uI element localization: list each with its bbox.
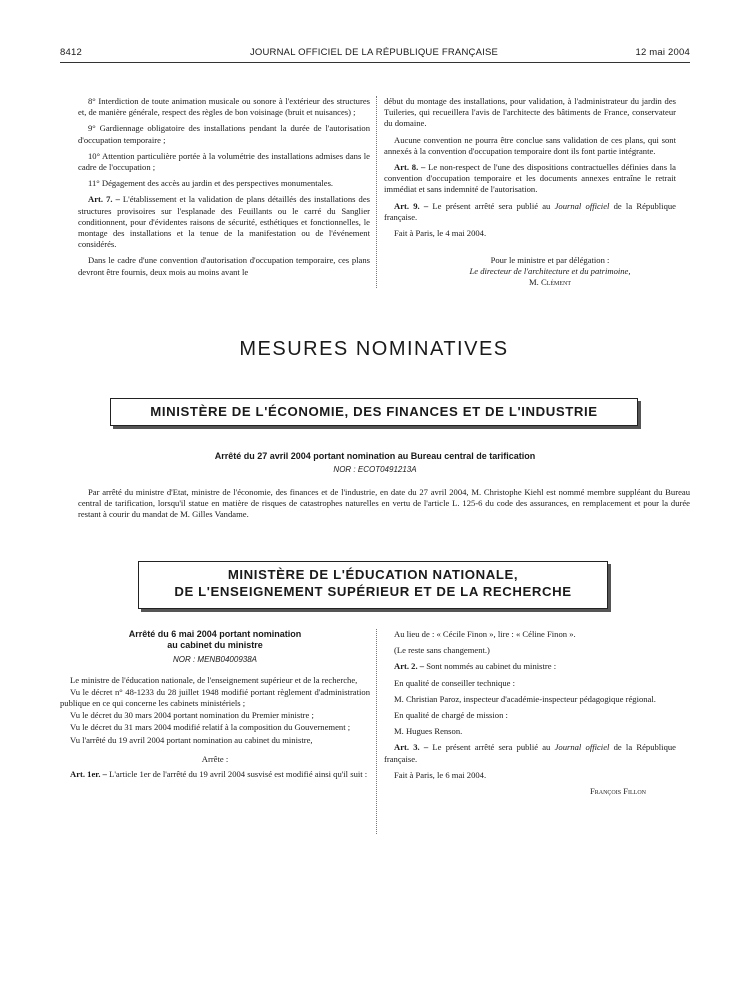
paragraph: 11° Dégagement des accès au jardin et des perspectives monumentales. (88, 178, 334, 189)
paragraph: 10° Attention particulière portée à la volumétrie des installations admises dans le cadre de l'occupation ; (78, 150, 370, 173)
article-text: L'article 1er de l'arrêté du 19 avril 2004 susvisé est modifié ainsi qu'il suit : (109, 769, 368, 780)
article-label: Art. 3. – (394, 742, 429, 753)
paragraph: Au lieu de : « Cécile Finon », lire : « Céline Finon ». (394, 629, 576, 639)
arrete-label: Arrête : (201, 753, 229, 764)
journal-reference: Journal officiel (554, 742, 610, 753)
page-number: 8412 (60, 47, 82, 58)
article-text: de la République française. (384, 742, 676, 764)
decree-title (60, 629, 370, 651)
signature-line: Pour le ministre et par délégation : (490, 255, 610, 265)
article-3 (384, 742, 676, 764)
decree-title: Arrêté du 27 avril 2004 portant nomination au Bureau central de tarification (214, 451, 536, 461)
bottom-right-column (384, 629, 676, 802)
article-2 (384, 661, 676, 672)
article-label: Art. 9. – (394, 200, 429, 211)
paragraph: Vu le décret n° 48-1233 du 28 juillet 1948 modifié portant règlement d'administration publique en ce qui concerne les cabinets ministériels ; (60, 686, 370, 709)
signature-block (384, 255, 676, 289)
article-label: Art. 8. – (394, 162, 426, 173)
signatory: François Fillon (589, 786, 646, 797)
decree-title-line: Arrêté du 6 mai 2004 portant nomination (128, 629, 302, 639)
article-7 (78, 194, 370, 250)
paragraph: M. Christian Paroz, inspecteur d'académie-inspecteur pédagogique régional. (394, 693, 656, 704)
top-right-column (384, 96, 676, 244)
signature-line: Le directeur de l'architecture et du patrimoine, (469, 266, 631, 277)
paragraph: En qualité de chargé de mission : (394, 710, 508, 721)
paragraph: Vu le décret du 31 mars 2004 modifié relatif à la composition du Gouvernement ; (70, 722, 351, 733)
top-left-column (78, 96, 370, 283)
paragraph: 8° Interdiction de toute animation musicale ou sonore à l'extérieur des structures et, de manière générale, respect des règles de bon voisinage (bruit et nuisances) ; (78, 96, 370, 118)
done-at: Fait à Paris, le 4 mai 2004. (394, 228, 487, 239)
article-8 (384, 162, 676, 196)
article-label: Art. 1er. – (70, 769, 107, 780)
article-1 (60, 769, 370, 780)
paragraph: M. Hugues Renson. (394, 726, 463, 737)
article-text: de la République française. (384, 200, 676, 222)
paragraph: Le ministre de l'éducation nationale, de l'enseignement supérieur et de la recherche, (70, 674, 358, 685)
ministry-heading-line: MINISTÈRE DE L'ÉDUCATION NATIONALE, (227, 567, 519, 582)
column-separator (376, 96, 377, 288)
column-separator (376, 629, 377, 834)
journal-title: JOURNAL OFFICIEL DE LA RÉPUBLIQUE FRANÇAISE (249, 47, 499, 58)
journal-reference: Journal officiel (554, 200, 610, 211)
paragraph: début du montage des installations, pour validation, à l'administrateur du jardin des Tuileries, qui recueillera l'avis de l'architecte des bâtiments de France, conservateur du domaine. (384, 96, 676, 129)
paragraph: En qualité de conseiller technique : (394, 677, 515, 688)
paragraph: Aucune convention ne pourra être conclue sans validation de ces plans, qui sont annexés à la convention d'occupation temporaire dont ils font partie intégrante. (384, 134, 676, 156)
article-text: Le présent arrêté sera publié au (432, 200, 551, 211)
decree-title-line: au cabinet du ministre (167, 640, 263, 651)
decree-text: Par arrêté du ministre d'Etat, ministre de l'économie, des finances et de l'industrie, en date du 27 avril 2004, M. Christophe Kiehl est nommé membre suppléant du Bureau central de tarification, lorsqu'il statue en matière de risques de catastrophes naturelles en vertu de l'article L. 125-6 du code des assurances, en remplacement et pour la durée restant à courir du mandat de M. Gilles Vandame. (78, 487, 690, 520)
bottom-left-column (60, 629, 370, 785)
article-text: L'établissement et la validation de plans détaillés des installations des structures provisoires sur l'esplanade des Feuillants ou le carré du Sanglier conditionnent, pour d'évidentes raisons de sécurité, esthétiques et fonctionnelles, le montage des installations et la tenue de la manifestation ou de l'événement considérés. (78, 194, 370, 250)
article-9 (384, 201, 676, 223)
ministry-heading (138, 561, 608, 609)
article-label: Art. 2. – (394, 661, 425, 672)
article-text: Sont nommés au cabinet du ministre : (426, 661, 557, 672)
paragraph: 9° Gardiennage obligatoire des installations pendant la durée de l'autorisation d'occupation temporaire ; (78, 123, 370, 145)
nor-reference: NOR : MENB0400938A (172, 655, 258, 665)
ministry-heading-line: DE L'ENSEIGNEMENT SUPÉRIEUR ET DE LA RECHERCHE (174, 584, 572, 599)
section-title: MESURES NOMINATIVES (239, 338, 509, 360)
signatory: M. Clément (529, 277, 571, 288)
header-rule (60, 62, 690, 63)
article-text: Le présent arrêté sera publié au (432, 742, 551, 753)
article-text: Le non-respect de l'une des dispositions contractuelles définies dans la convention d'occupation temporaire et les documents annexes entraîne le retrait immédiat et sans indemnité de l'autorisation. (384, 162, 677, 195)
paragraph: Vu le décret du 30 mars 2004 portant nomination du Premier ministre ; (70, 710, 314, 721)
done-at: Fait à Paris, le 6 mai 2004. (394, 769, 487, 780)
nor-reference: NOR : ECOT0491213A (333, 465, 417, 474)
ministry-heading: MINISTÈRE DE L'ÉCONOMIE, DES FINANCES ET DE L'INDUSTRIE (110, 398, 638, 426)
paragraph: Dans le cadre d'une convention d'autorisation d'occupation temporaire, ces plans devront être fournis, deux mois au moins avant le (78, 255, 370, 277)
article-label: Art. 7. – (88, 194, 120, 205)
publication-date: 12 mai 2004 (635, 47, 690, 58)
paragraph: Vu l'arrêté du 19 avril 2004 portant nomination au cabinet du ministre, (70, 734, 313, 745)
paragraph: (Le reste sans changement.) (394, 645, 490, 656)
